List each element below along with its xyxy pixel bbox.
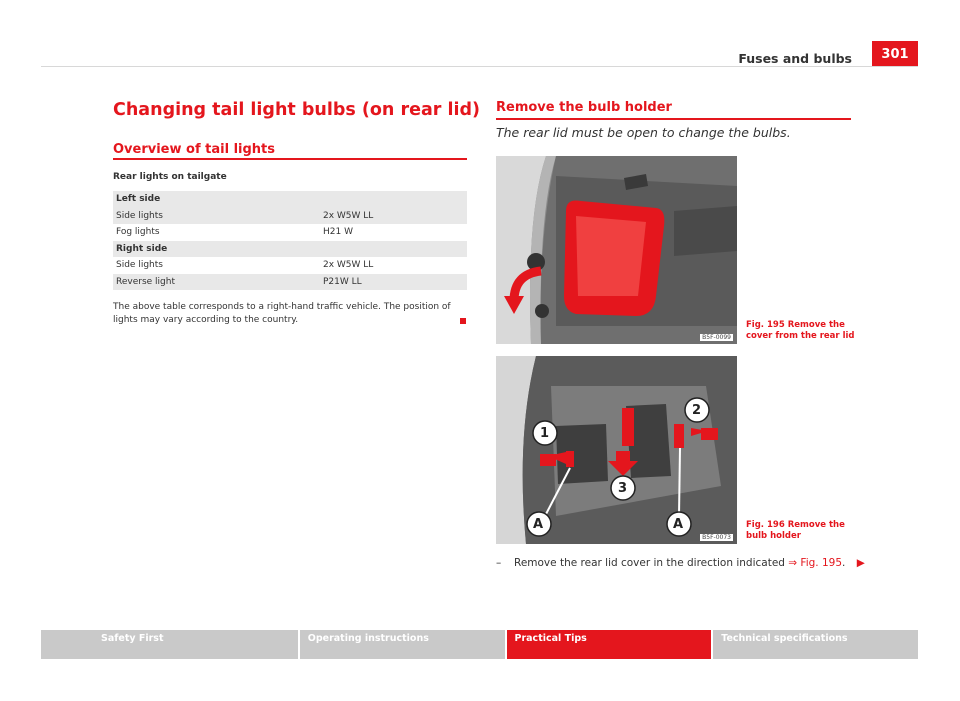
table-section-label: Left side	[116, 194, 161, 205]
table-row	[113, 224, 467, 241]
chapter-tabs	[41, 630, 918, 659]
section-end-marker	[460, 318, 466, 324]
tab-practical-tips[interactable]: Practical Tips	[507, 630, 712, 659]
procedure-step	[496, 557, 865, 569]
callout-label: 2	[692, 403, 702, 418]
callout-label: 1	[540, 426, 550, 441]
table-cell-value: P21W LL	[323, 276, 362, 287]
table-cell-label: Reverse light	[116, 276, 175, 287]
step-dash: –	[496, 557, 502, 569]
step-text: Remove the rear lid cover in the direction indicated	[514, 557, 785, 569]
tab-operating-instructions[interactable]: Operating instructions	[300, 630, 505, 659]
callout-label: A	[673, 517, 684, 532]
figure-code: B5F-0073	[702, 534, 731, 541]
running-header: Fuses and bulbs	[738, 51, 852, 66]
procedure-intro: The rear lid must be open to change the bulbs.	[496, 125, 791, 140]
section-rule	[113, 158, 467, 160]
rear-lid-cover-illustration	[496, 156, 737, 344]
page-title: Changing tail light bulbs (on rear lid)	[113, 100, 481, 120]
figure-remove-holder	[496, 356, 737, 544]
figure-link[interactable]: ⇒ Fig. 195	[788, 557, 843, 569]
figure-code: B5F-0099	[702, 334, 731, 341]
bulb-holder-illustration	[496, 356, 737, 544]
bulb-table	[113, 191, 467, 290]
tab-technical-specifications[interactable]: Technical specifications	[713, 630, 918, 659]
table-cell-label: Side lights	[116, 260, 163, 271]
procedure-rule	[496, 118, 851, 120]
table-row	[113, 274, 467, 291]
table-section-row	[113, 191, 467, 208]
table-cell-label: Side lights	[116, 210, 163, 221]
table-cell-value: H21 W	[323, 227, 353, 238]
table-cell-value: 2x W5W LL	[323, 260, 374, 271]
table-row	[113, 208, 467, 225]
page-number: 301	[872, 41, 918, 67]
table-cell-value: 2x W5W LL	[323, 210, 374, 221]
section-heading: Overview of tail lights	[113, 142, 275, 157]
continue-arrow-icon: ▶	[856, 557, 865, 569]
table-note: The above table corresponds to a right-hand traffic vehicle. The position of lights may vary according to the country.	[113, 302, 451, 325]
header-rule	[41, 66, 918, 67]
table-section-label: Right side	[116, 243, 168, 254]
step-end: .	[842, 557, 846, 569]
callout-label: 3	[618, 481, 628, 496]
step-text-wrap	[514, 557, 865, 569]
figure-caption: Fig. 195 Remove the cover from the rear lid	[746, 320, 855, 341]
figure-remove-cover	[496, 156, 737, 344]
table-row	[113, 257, 467, 274]
tab-safety-first[interactable]: Safety First	[41, 630, 298, 659]
procedure-heading: Remove the bulb holder	[496, 100, 672, 115]
table-cell-label: Fog lights	[116, 227, 160, 238]
callout-label: A	[533, 517, 544, 532]
table-caption: Rear lights on tailgate	[113, 172, 227, 182]
figure-caption: Fig. 196 Remove the bulb holder	[746, 520, 845, 541]
table-section-row	[113, 241, 467, 258]
